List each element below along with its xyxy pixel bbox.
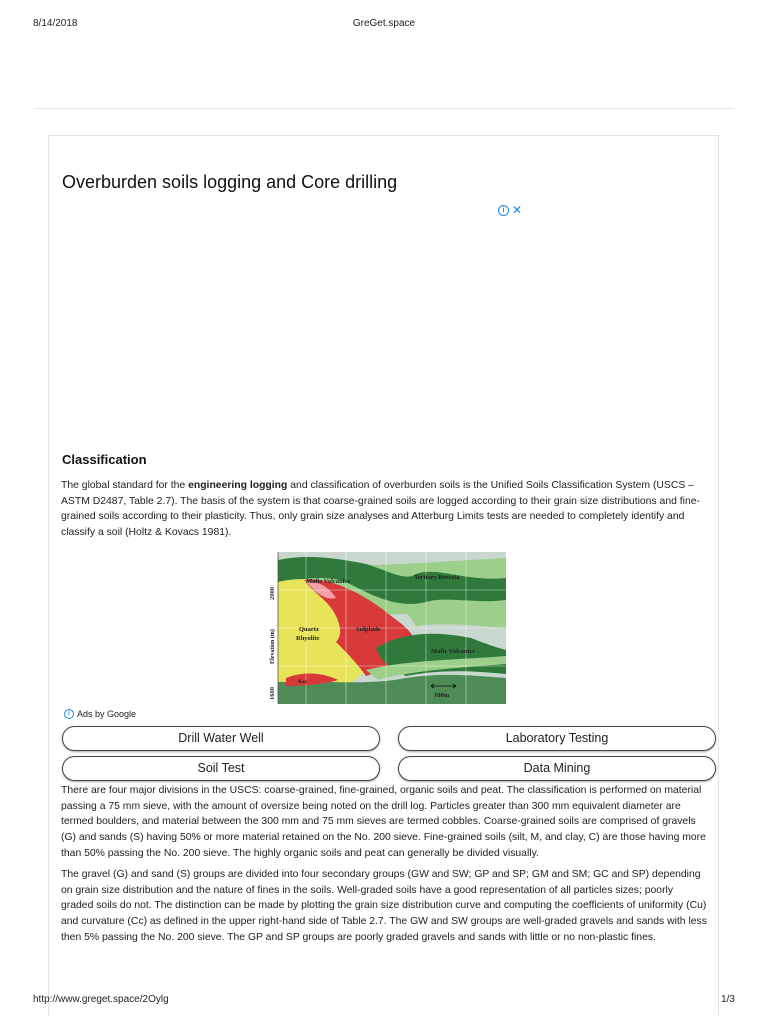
ad-close-icon[interactable]: ✕: [512, 203, 523, 217]
paragraph-divisions: There are four major divisions in the USCS: coarse-grained, fine-grained, organic soils and peat. The classification is performed on material passing a 75 mm sieve, with the amount of oversize being noted on the drill log. Particles greater than 300 mm equivalent diameter are termed boulders, and material between the 300 mm and 75 mm sieves are termed cobbles. Coarse-grained soils are comprised of gravels (G) and sands (S) having 50% or more material retained on the No. 200 sieve. Fine-grained soils (silt, M, and clay, C) are those having more than 50% passing the No. 200 sieve. The highly organic soils and peat can generally be divided visually.: [61, 785, 706, 859]
label-mafic-top: Mafic Volcanics: [306, 578, 350, 585]
label-mafic-low: Mafic Volcanics: [431, 648, 475, 655]
label-sulphide: Sulphide: [356, 626, 381, 633]
label-key: Key: [298, 679, 308, 685]
label-rhyolite: Rhyolite: [296, 635, 320, 642]
print-page-number: 1/3: [721, 994, 735, 1005]
ads-info-icon[interactable]: i: [64, 709, 74, 719]
print-footer: [0, 994, 768, 1008]
ad-button-laboratory-testing[interactable]: Laboratory Testing: [398, 726, 716, 751]
label-scale: 100m: [434, 692, 450, 699]
label-ypos-bottom: 1600: [269, 687, 276, 700]
divider: [36, 108, 734, 109]
ad-choices[interactable]: [498, 203, 522, 217]
paragraph-text: and classification of overburden soils is the Unified Soils Classification System (USCS – ASTM D2487, Table 2.7). The basis of the system is that coarse-grained soils are logged according to their grain size distributions and fine-grained soils according to their plasticity. Thus, only grain size analyses and Atterburg Limits tests are needed to completely identify and classify a soil (Holtz & Kovacs 1981).: [61, 480, 700, 539]
print-site-name: GreGet.space: [352, 18, 416, 29]
ad-button-soil-test[interactable]: Soil Test: [62, 756, 380, 781]
section-heading: Classification: [62, 452, 147, 467]
article-title: Overburden soils logging and Core drilling: [62, 172, 398, 192]
label-quartz: Quartz: [299, 626, 319, 633]
ad-info-icon[interactable]: i: [498, 205, 509, 216]
bold-link-text[interactable]: engineering logging: [188, 480, 288, 491]
paragraph-text: The global standard for the: [61, 480, 189, 491]
geology-cross-section-figure: [266, 552, 506, 704]
ad-button-drill-water-well[interactable]: Drill Water Well: [62, 726, 380, 751]
paragraph-groups: The gravel (G) and sand (S) groups are divided into four secondary groups (GW and SW; GP and SP; GM and SM; GC and SP) depending on grain size distribution and the nature of fines in the soils. Well-graded soils have a good representation of all particles sizes; poorly graded soils do not. The distinction can be made by plotting the grain size distribution curve and computing the coefficients of uniformity (Cu) and curvature (Cc) as defined in the upper right-hand side of Table 2.7. The GW and SW groups are well-graded gravels and sands with less then 5% passing the No. 200 sieve. The GP and SP groups are poorly graded gravels and sands with little or no non-plastic fines.: [61, 869, 707, 943]
label-ypos-top: 2000: [269, 587, 276, 600]
ads-by-google[interactable]: [64, 709, 136, 719]
paragraph-intro: [61, 478, 707, 541]
print-url: http://www.greget.space/2Oylg: [33, 994, 169, 1005]
label-tertiary: Tertiary Breccia: [414, 574, 460, 581]
ads-by-label: Ads by Google: [77, 709, 137, 719]
print-date: 8/14/2018: [33, 18, 78, 29]
ad-button-data-mining[interactable]: Data Mining: [398, 756, 716, 781]
print-header: [0, 18, 768, 32]
label-y-axis: Elevation (m): [270, 629, 276, 664]
